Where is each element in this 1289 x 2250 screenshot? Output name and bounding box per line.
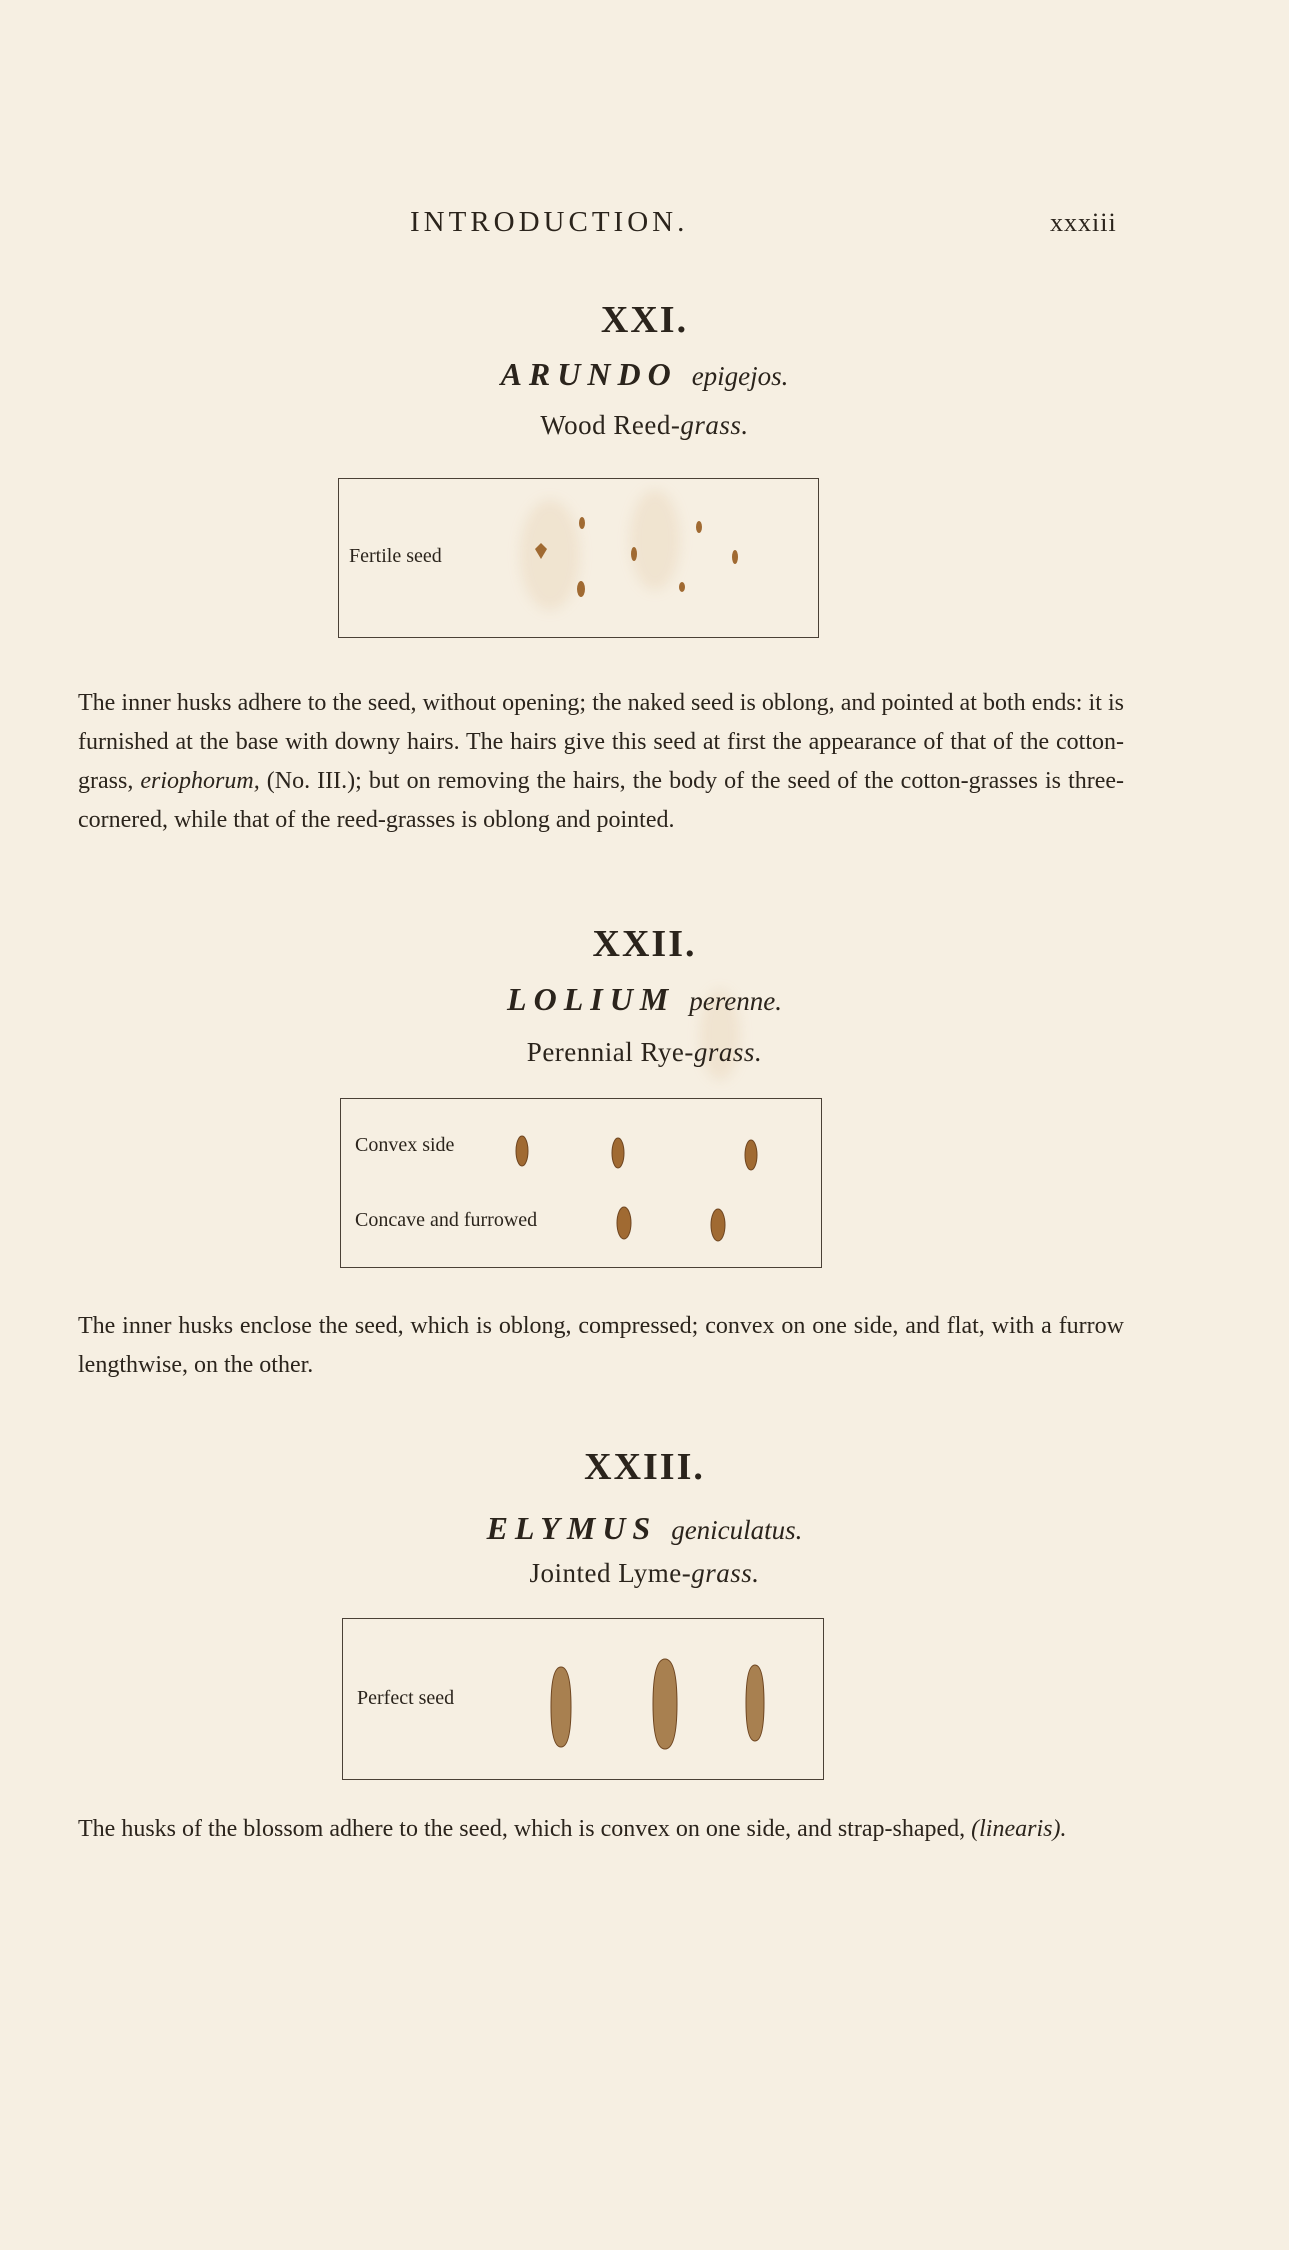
- seed-mark: [577, 581, 585, 597]
- seed-illustration: [339, 479, 820, 639]
- description-paragraph: [78, 1810, 1124, 1849]
- running-head: INTRODUCTION.: [410, 206, 689, 238]
- plate-label: Fertile seed: [349, 545, 442, 567]
- seed-mark: [745, 1140, 757, 1170]
- common-name: [0, 1558, 1289, 1589]
- seed-plate: [340, 1098, 822, 1268]
- section-number: XXII.: [592, 923, 697, 965]
- common-name-text: Jointed Lyme-: [529, 1558, 692, 1588]
- genus-name: ELYMUS: [486, 1510, 658, 1546]
- latin-name: [0, 356, 1289, 393]
- seed-illustration: [343, 1619, 825, 1781]
- common-name-text: Wood Reed-: [540, 410, 681, 440]
- page-number: xxxiii: [1050, 208, 1117, 237]
- seed-mark: [516, 1136, 528, 1166]
- seed-mark: [535, 543, 547, 559]
- description-italic: (linearis).: [971, 1816, 1067, 1842]
- latin-name: [0, 981, 1289, 1018]
- description-italic: eriophorum,: [140, 768, 260, 794]
- common-name-italic: grass.: [691, 1558, 760, 1588]
- seed-mark: [551, 1667, 571, 1747]
- seed-plate: [342, 1618, 824, 1780]
- seed-mark: [679, 582, 685, 592]
- species-name: perenne.: [689, 986, 782, 1016]
- seed-mark: [612, 1138, 624, 1168]
- genus-name: ARUNDO: [500, 356, 678, 392]
- seed-mark: [579, 517, 585, 529]
- common-name-text: Perennial Rye-: [526, 1037, 694, 1067]
- common-name-italic: grass.: [680, 410, 749, 440]
- description-text: The inner husks adhere to the seed, without opening; the naked seed is oblong, and pointed at both ends: it is furnished at the base with downy hairs. The hairs give this seed at first the appearance of that of the cotton-grass,: [78, 690, 1124, 794]
- seed-mark: [617, 1207, 631, 1239]
- species-name: geniculatus.: [671, 1515, 803, 1545]
- common-name: [0, 1037, 1289, 1068]
- section-number: XXIII.: [584, 1446, 705, 1488]
- seed-mark: [696, 521, 702, 533]
- plate-label: Concave and furrowed: [355, 1209, 538, 1231]
- seed-illustration: [341, 1099, 823, 1269]
- common-name: [0, 410, 1289, 441]
- description-text: The husks of the blossom adhere to the seed, which is convex on one side, and strap-shaped,: [78, 1816, 966, 1842]
- seed-mark: [653, 1659, 677, 1749]
- genus-name: LOLIUM: [507, 981, 676, 1017]
- description-paragraph: The inner husks enclose the seed, which is oblong, compressed; convex on one side, and flat, with a furrow lengthwise, on the other.: [78, 1313, 1124, 1378]
- description-text-end: (No. III.); but on removing the hairs, the body of the seed of the cotton-grasses is three-cornered, while that of the reed-grasses is oblong and pointed.: [78, 768, 1125, 833]
- section-number: XXI.: [600, 299, 689, 341]
- seed-mark: [732, 550, 738, 564]
- species-name: epigejos.: [691, 361, 789, 391]
- plate-label: Perfect seed: [357, 1687, 455, 1709]
- seed-plate: [338, 478, 819, 638]
- latin-name: [0, 1510, 1289, 1547]
- common-name-italic: grass.: [693, 1037, 763, 1067]
- seed-mark: [746, 1665, 764, 1741]
- plate-label: Convex side: [355, 1134, 455, 1156]
- seed-mark: [711, 1209, 725, 1241]
- description-paragraph: [78, 684, 1124, 840]
- seed-mark: [631, 547, 637, 561]
